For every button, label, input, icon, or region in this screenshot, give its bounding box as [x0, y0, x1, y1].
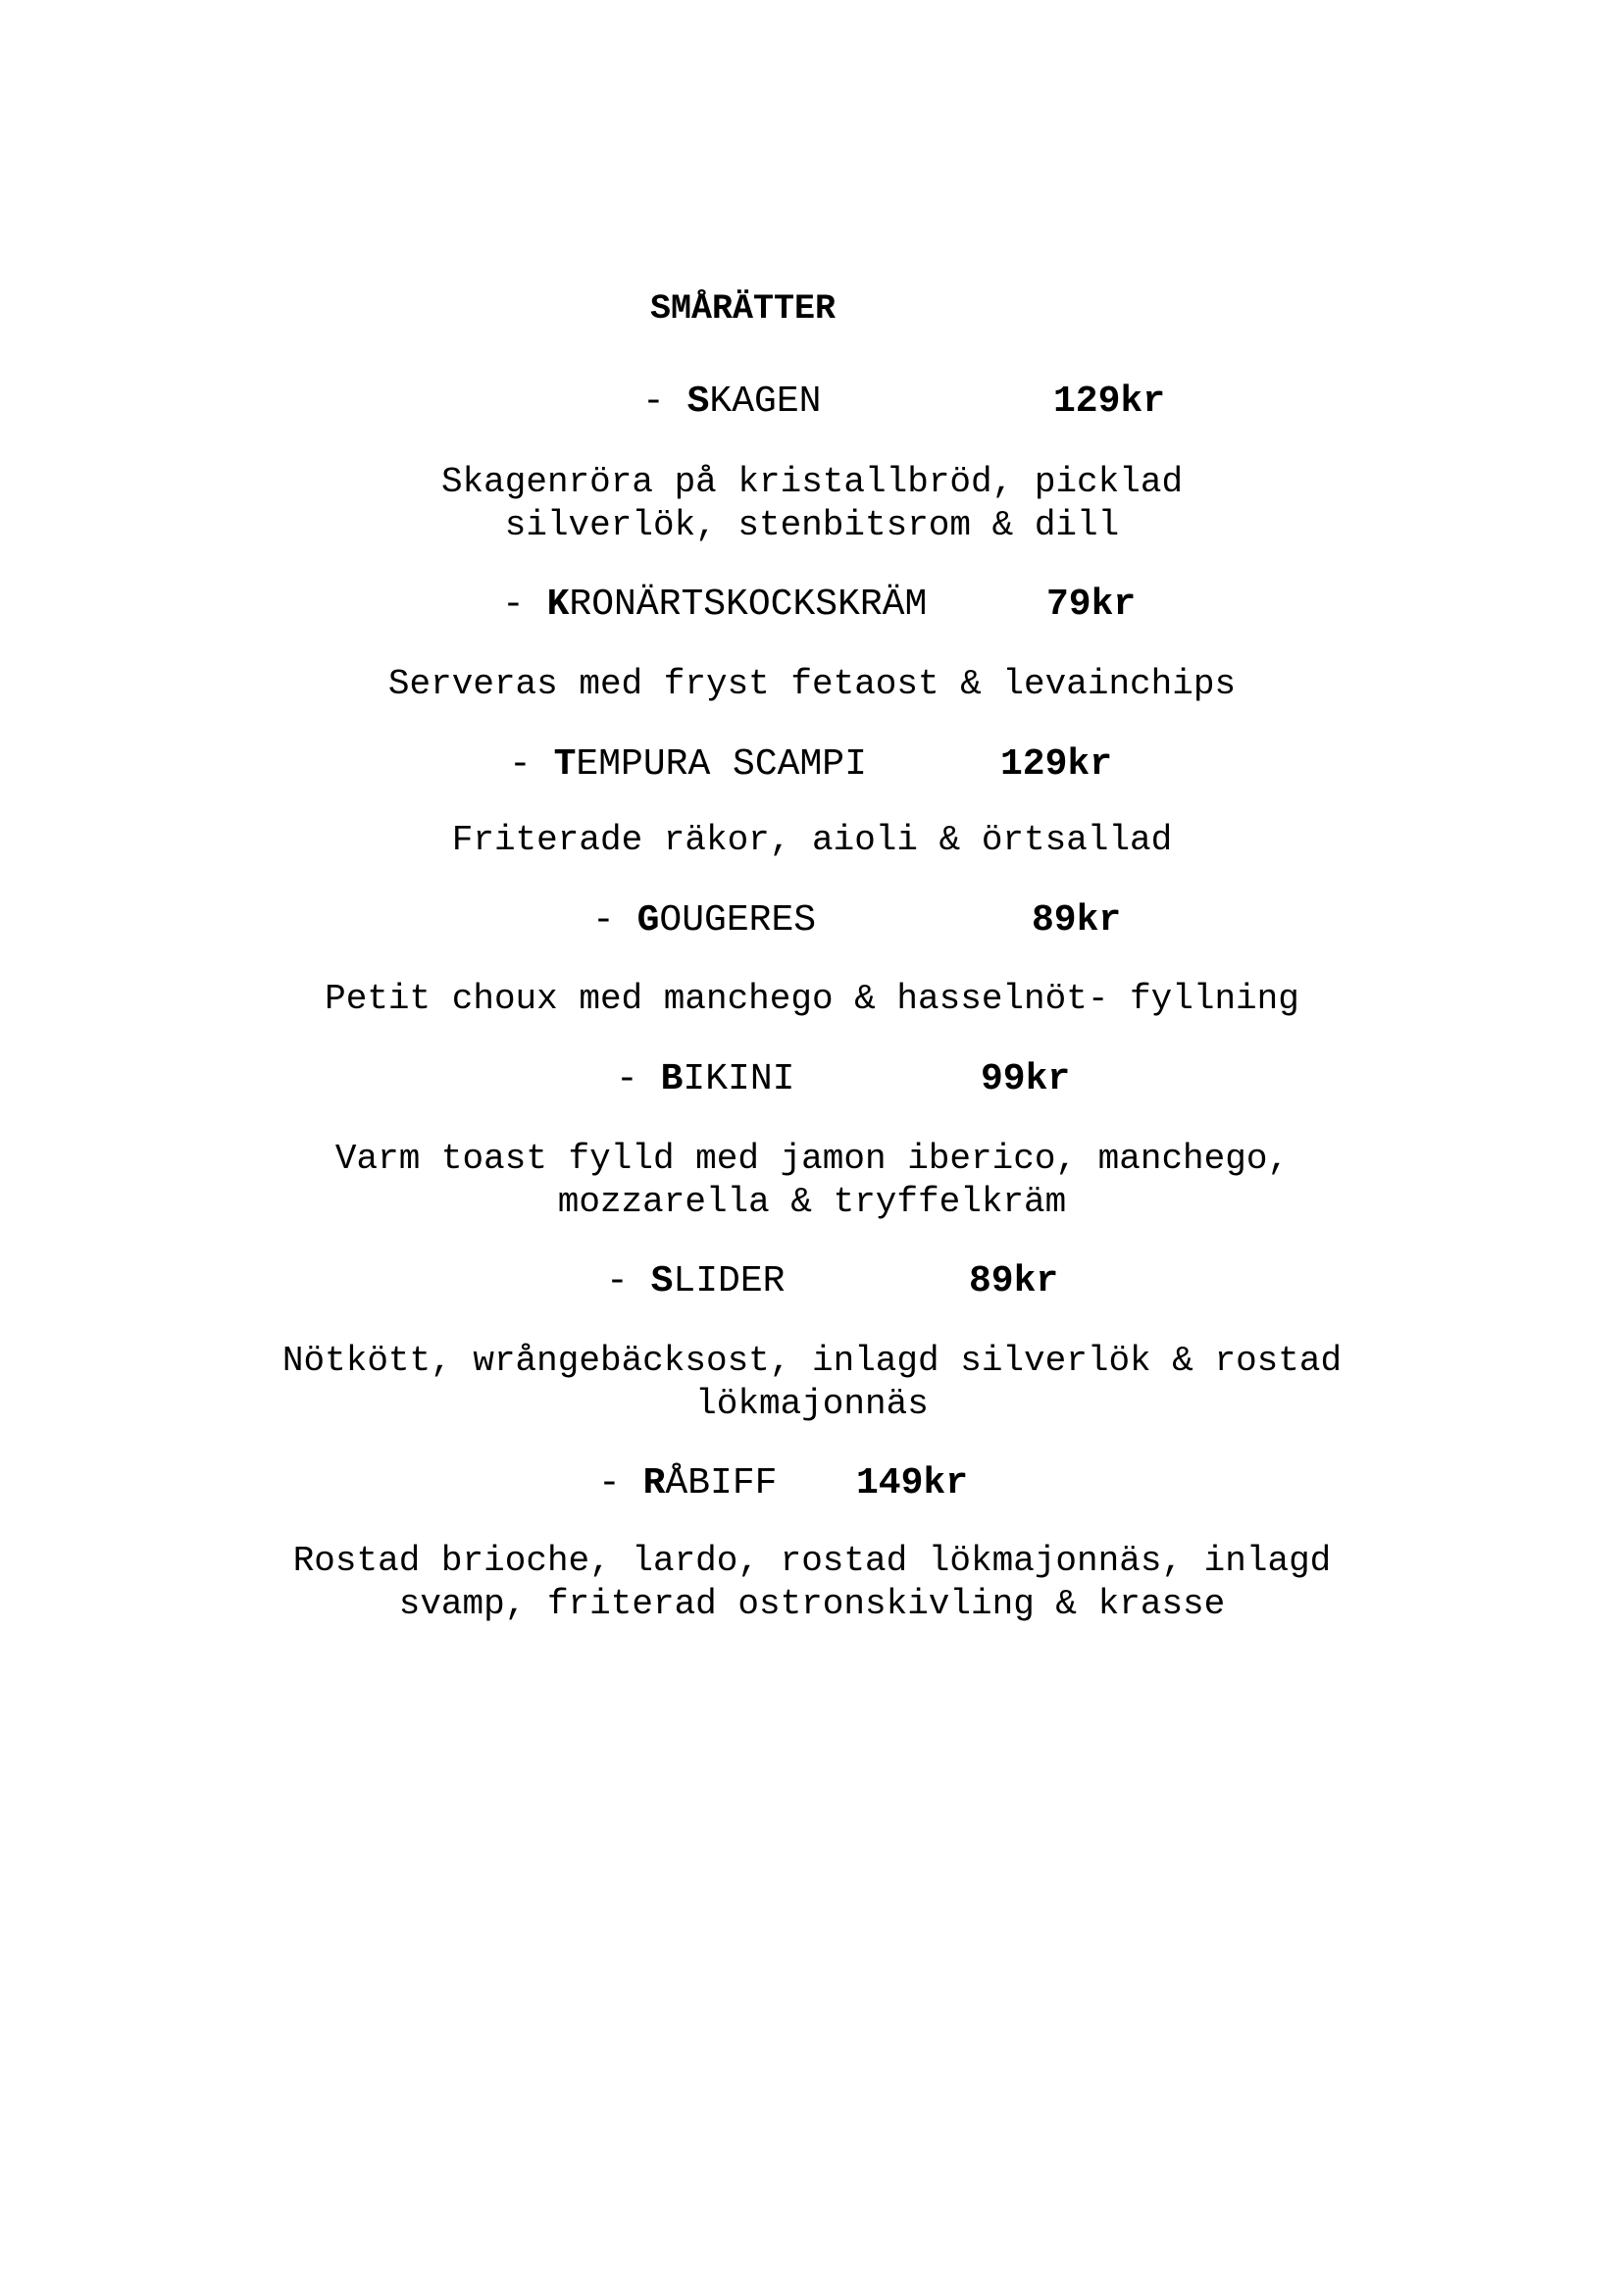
item-price: 89kr [1032, 899, 1122, 942]
item-price: 99kr [981, 1058, 1071, 1100]
menu-item-title-rabiff [598, 1459, 777, 1508]
item-price: 149kr [856, 1462, 969, 1504]
item-name-rest: RONÄRTSKOCKSKRÄM [569, 584, 928, 626]
item-price: 89kr [969, 1260, 1059, 1302]
item-initial: G [636, 899, 660, 942]
menu-item-description-gougeres: Petit choux med manchego & hasselnöt- fyllning [325, 979, 1299, 1019]
item-price: 79kr [1046, 584, 1137, 626]
item-name-rest: KAGEN [709, 381, 822, 423]
item-initial: R [642, 1462, 666, 1504]
menu-item-price-rabiff [856, 1459, 968, 1508]
item-dash: - [598, 1462, 643, 1504]
menu-item-price-tempura-scampi [1000, 740, 1112, 790]
item-initial: T [553, 743, 577, 786]
menu-item-description-slider: Nötkött, wrångebäcksost, inlagd silverlök & rostad lökmajonnäs [281, 1341, 1343, 1424]
item-name-rest: EMPURA SCAMPI [576, 743, 867, 786]
menu-item-title-gougeres [592, 896, 816, 945]
item-name-rest: ÅBIFF [665, 1462, 778, 1504]
menu-item-description-kronartskockskram: Serveras med fryst fetaost & levainchips [387, 664, 1237, 704]
item-dash: - [606, 1260, 651, 1302]
item-name-rest: LIDER [673, 1260, 786, 1302]
menu-item-description-bikini: Varm toast fylld med jamon iberico, manchego, mozzarella & tryffelkräm [334, 1139, 1290, 1222]
item-dash: - [592, 899, 637, 942]
menu-item-title-kronartskockskram [502, 581, 927, 630]
menu-heading: SMÅRÄTTER [650, 289, 837, 329]
item-dash: - [509, 743, 554, 786]
item-dash: - [616, 1058, 661, 1100]
item-name-rest: IKINI [683, 1058, 795, 1100]
menu-item-title-slider [606, 1257, 785, 1306]
menu-item-price-slider [969, 1257, 1058, 1306]
item-initial: S [650, 1260, 674, 1302]
item-initial: S [686, 381, 710, 423]
item-dash: - [502, 584, 547, 626]
menu-item-price-bikini [981, 1055, 1070, 1104]
menu-item-description-rabiff: Rostad brioche, lardo, rostad lökmajonnäs, inlagd svamp, friterad ostronskivling & krasse [292, 1541, 1332, 1624]
menu-item-title-skagen [642, 378, 821, 427]
menu-item-price-gougeres [1032, 896, 1121, 945]
menu-item-price-skagen [1053, 378, 1165, 427]
item-name-rest: OUGERES [659, 899, 817, 942]
item-price: 129kr [1000, 743, 1113, 786]
item-dash: - [642, 381, 687, 423]
menu-item-description-skagen: Skagenröra på kristallbröd, picklad silverlök, stenbitsrom & dill [440, 462, 1184, 545]
item-initial: B [660, 1058, 684, 1100]
menu-item-title-bikini [616, 1055, 794, 1104]
menu-item-description-tempura-scampi: Friterade räkor, aioli & örtsallad [451, 820, 1173, 860]
menu-item-title-tempura-scampi [509, 740, 867, 790]
item-price: 129kr [1053, 381, 1166, 423]
item-initial: K [546, 584, 570, 626]
menu-item-price-kronartskockskram [1046, 581, 1136, 630]
